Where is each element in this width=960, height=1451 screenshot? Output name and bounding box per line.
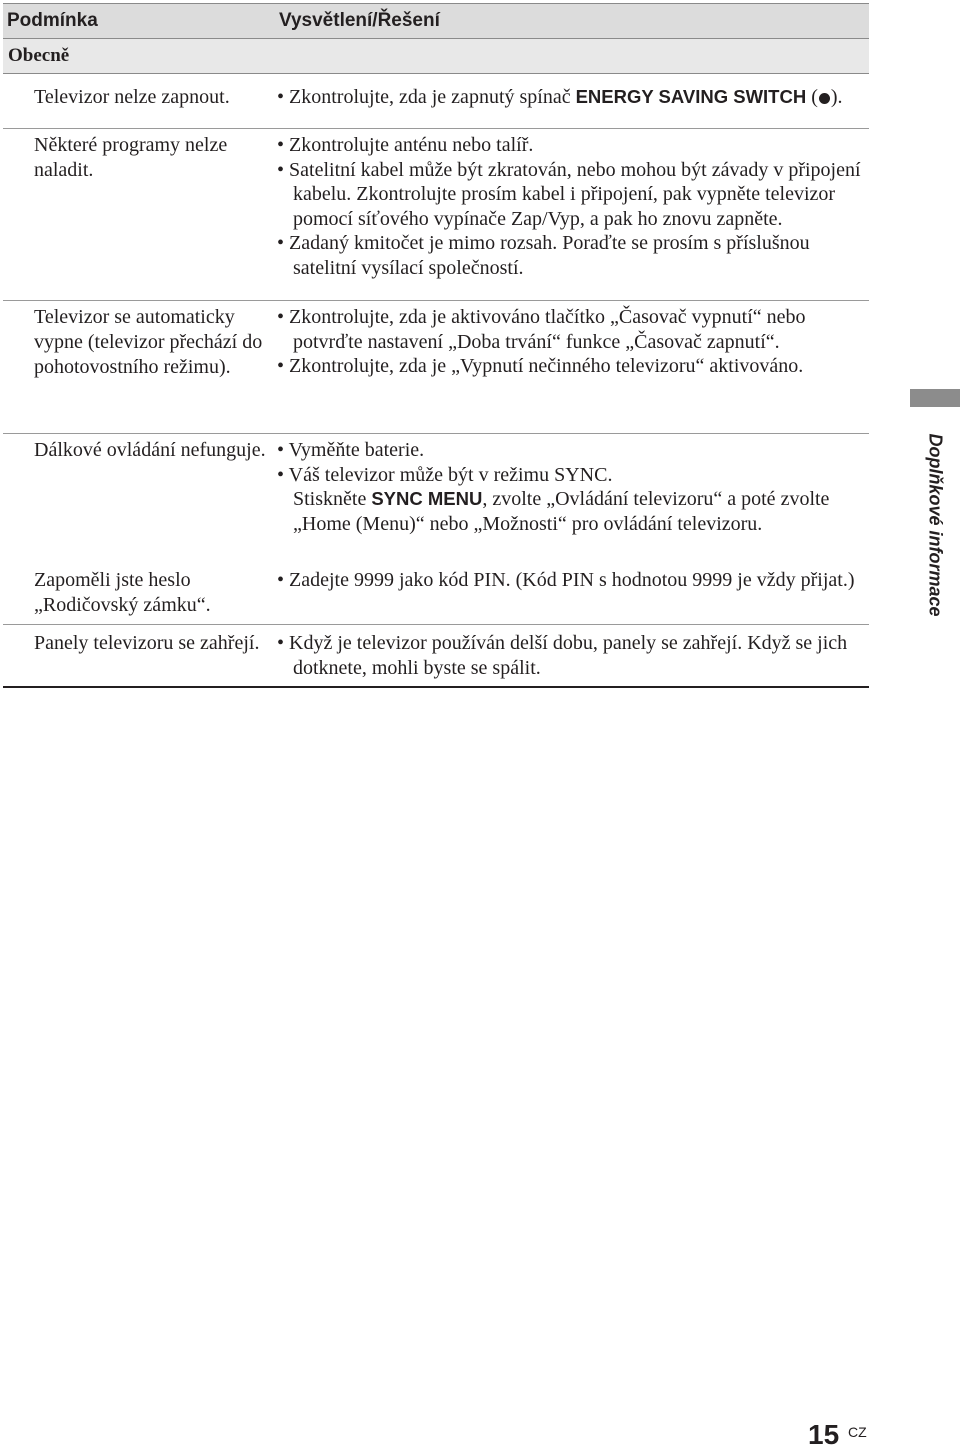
solution-text: Když je televizor používán delší dobu, panely se zahřejí. Když se jich dotknete, mohli byste se spálit. <box>289 632 848 679</box>
solution-text: Zkontrolujte, zda je aktivováno tlačítko „Časovač vypnutí“ nebo potvrďte nastavení „Doba trvání“ funkce „Časovač zapnutí“. <box>289 306 806 353</box>
row-solution <box>277 133 867 280</box>
table-row <box>3 564 869 625</box>
solution-text: Stiskněte <box>293 488 372 510</box>
table-row <box>3 74 869 129</box>
solution-text: Zkontrolujte, zda je „Vypnutí nečinného televizoru“ aktivováno. <box>289 355 804 377</box>
row-condition: Zapoměli jste heslo „Rodičovský zámku“. <box>34 569 211 616</box>
solution-text: Zadaný kmitočet je mimo rozsah. Poraďte se prosím s příslušnou satelitní vysílací společností. <box>289 232 810 279</box>
page-language: CZ <box>848 1424 867 1440</box>
solution-text: , zvolte „Ovládání televizoru“ a poté zvolte „Home (Menu)“ nebo „Možnosti“ pro ovládání televizoru. <box>293 488 830 535</box>
row-solution <box>277 438 867 536</box>
switch-name: ENERGY SAVING SWITCH <box>575 86 807 107</box>
bullet: • <box>277 134 285 156</box>
sync-menu-button-name: SYNC MENU <box>371 488 483 509</box>
bullet: • <box>277 439 285 461</box>
row-condition: Televizor se automaticky vypne (televizor přechází do pohotovostního režimu). <box>34 306 263 378</box>
page-number: 15 <box>808 1419 840 1450</box>
row-solution <box>277 568 867 593</box>
row-solution <box>277 631 867 680</box>
section-heading <box>3 39 869 74</box>
solution-text: Váš televizor může být v režimu SYNC. <box>288 463 613 486</box>
row-condition: Televizor nelze zapnout. <box>34 86 230 108</box>
bullet: • <box>277 632 285 654</box>
bullet: • <box>277 86 285 108</box>
table-header <box>3 3 869 39</box>
solution-text: Zadejte 9999 jako kód PIN. (Kód PIN s hodnotou 9999 je vždy přijat.) <box>289 569 855 591</box>
table-row <box>3 301 869 434</box>
bullet: • <box>277 569 285 591</box>
power-dot-icon <box>819 93 830 104</box>
solution-text: Satelitní kabel může být zkratován, nebo mohou být závady v připojení kabelu. Zkontrolujte prosím kabel i připojení, pak vypněte televizor pomocí síťového vypínače Zap/Vyp, a pak ho znovu zapněte. <box>289 158 861 230</box>
side-section-label: Doplňkové informace <box>925 433 946 617</box>
row-condition: Některé programy nelze naladit. <box>34 134 228 181</box>
solution-text: Zkontrolujte anténu nebo talíř. <box>289 134 534 156</box>
section-tab-marker <box>910 389 960 407</box>
header-solution: Vysvětlení/Řešení <box>279 10 440 31</box>
bullet: • <box>277 463 285 486</box>
solution-text: ( <box>806 86 818 108</box>
bullet: • <box>277 355 285 377</box>
table-row <box>3 434 869 564</box>
header-condition: Podmínka <box>7 10 98 31</box>
row-condition: Panely televizoru se zahřejí. <box>34 632 260 654</box>
bullet: • <box>277 158 285 181</box>
table-row <box>3 129 869 301</box>
table-row <box>3 625 869 688</box>
row-solution <box>277 305 867 379</box>
solution-text: Vyměňte baterie. <box>288 439 425 461</box>
bullet: • <box>277 306 285 328</box>
row-solution <box>277 85 867 110</box>
section-title: Obecně <box>8 45 70 66</box>
bullet: • <box>277 232 285 254</box>
solution-text: ). <box>830 86 843 108</box>
troubleshooting-table <box>3 3 869 688</box>
solution-text: Zkontrolujte, zda je zapnutý spínač <box>289 86 576 108</box>
row-condition: Dálkové ovládání nefunguje. <box>34 439 266 461</box>
